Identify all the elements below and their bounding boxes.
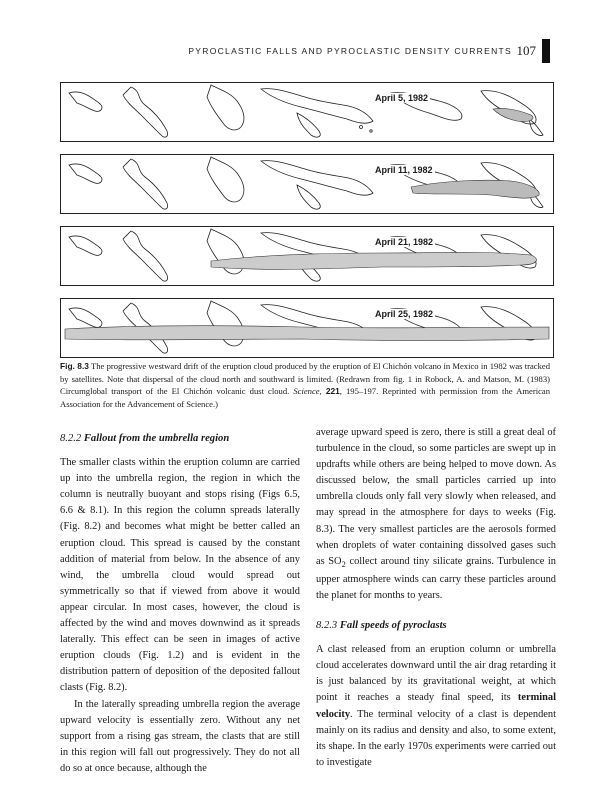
- caption-journal: Science: [293, 386, 320, 397]
- eruption-cloud-plume: [61, 83, 553, 141]
- section-number: 8.2.3: [316, 620, 338, 632]
- page-number: 107: [516, 43, 536, 58]
- eruption-cloud-plume: [61, 227, 553, 285]
- map-panel: [60, 154, 554, 214]
- paragraph-text: A clast released from an eruption column or umbrella cloud accelerates downward until the air drag retarding it is just balanced by its gravitational weight, at which point it reaches a steady final speed, its: [316, 644, 556, 704]
- section-title: Fallout from the umbrella region: [83, 433, 230, 444]
- caption-volume: 221: [325, 386, 340, 397]
- left-column: [60, 425, 300, 777]
- map-panel: [60, 82, 554, 142]
- running-header: [60, 43, 550, 63]
- eruption-cloud-plume: [61, 155, 553, 213]
- map-date-label: April 5, 1982: [375, 93, 429, 103]
- section-heading: [316, 618, 556, 634]
- paragraph: The smaller clasts within the eruption column are carried up into the umbrella region, the region in which the column is neutrally buoyant and stops rising (Figs 6.5, 6.6 & 8.1). In this region the column spreads laterally (Fig. 8.2) and becomes what might be better called an eruption cloud. This spread is caused by the constant addition of material from below. In the absence of any wind, the umbrella cloud would spread out symmetrically so that if viewed from above it would appear circular. In most cases, however, the cloud is affected by the wind and moves downwind as it spreads laterally. This effect can be seen in images of active eruption clouds (Fig. 1.2) and is evident in the distribution pattern of deposition of the deposited fallout clasts (Fig. 8.2).: [60, 457, 300, 694]
- paragraph-text: average upward speed is zero, there is still a great deal of turbulence in the cloud, so some particles are swept up in updrafts while others are being helped to move down. As discussed below, the small particles carried up into umbrella clouds only fall very slowly when released, and may spread in the atmosphere for days to weeks (Fig. 8.3). The very smallest particles are the aerosols formed when droplets of water containing dissolved gases such as SO: [316, 427, 556, 567]
- paragraph: In the laterally spreading umbrella region the average upward velocity is essentially zero. Without any net support from a rising gas stream, the clasts that are still in this region will fall out progressively. They do not all do so at once because, although the: [60, 698, 300, 774]
- key-term: terminal velocity: [316, 692, 556, 720]
- paragraph: [316, 642, 556, 771]
- running-title: PYROCLASTIC FALLS AND PYROCLASTIC DENSITY CURRENTS: [188, 46, 512, 56]
- caption-tail: , 195–197. Reprinted with permission from the American Association for the Advancement of Science.): [60, 386, 551, 409]
- paragraph-text: collect around tiny silicate grains. Turbulence in upper atmosphere winds can carry these particles around the planet for months to years.: [316, 555, 556, 602]
- map-panel: [60, 226, 554, 286]
- paragraph: [316, 425, 556, 604]
- eruption-cloud-plume: [61, 299, 553, 357]
- section-number: 8.2.2: [60, 433, 82, 444]
- section-heading: [60, 431, 300, 447]
- right-column: [316, 425, 556, 771]
- figure-caption: Fig. 8.3 The progressive westward drift of the eruption cloud produced by the eruption of El Chichón volcano in Mexico in 1982 was tracked by satellites. Note that dispersal of the cloud north and southward is limited. (Redrawn from fig. 1 in Robock, A. and Matson, M. (1983) Circumglobal transport of the El Chichón volcanic dust cloud. Science, 221, 195–197. Reprinted with permission from the American Association for the Advancement of Science.): [60, 361, 551, 409]
- figure-maps: [60, 82, 555, 370]
- caption-label: Fig. 8.3: [60, 361, 89, 371]
- thumb-tab: [542, 39, 550, 63]
- section-title: Fall speeds of pyroclasts: [339, 620, 447, 632]
- map-date-label: April 11, 1982: [375, 165, 433, 175]
- paragraph-text: . The terminal velocity of a clast is dependent mainly on its radius and density and also, to some extent, its shape. In the early 1970s experiments were carried out to investigate: [316, 708, 556, 768]
- map-date-label: April 21, 1982: [375, 237, 434, 247]
- map-panel: [60, 298, 554, 358]
- subscript: 2: [341, 558, 346, 569]
- map-date-label: April 25, 1982: [375, 309, 434, 319]
- caption-text: The progressive westward drift of the eruption cloud produced by the eruption of El Chichón volcano in Mexico in 1982 was tracked by satellites. Note that dispersal of the cloud north and southward is limited. (Redrawn from fig. 1 in Robock, A. and Matson, M. (1983) Circumglobal transport of the El Chichón volcanic dust cloud.: [60, 361, 551, 397]
